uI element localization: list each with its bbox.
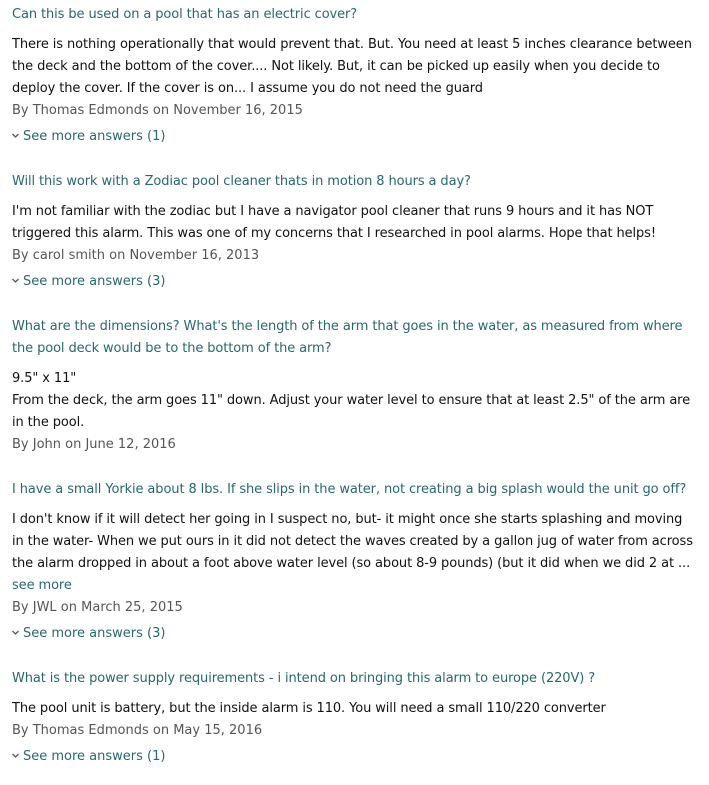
qa-item xyxy=(12,664,702,768)
chevron-down-icon xyxy=(12,277,19,284)
chevron-down-icon xyxy=(12,752,19,759)
qa-item xyxy=(12,475,702,645)
answer-byline: By Thomas Edmonds on November 16, 2015 xyxy=(12,103,303,118)
answer-byline: By John on June 12, 2016 xyxy=(12,437,176,452)
answer-line: I'm not familiar with the zodiac but I have a navigator pool cleaner that runs 9 hours and it has NOT xyxy=(12,204,654,219)
answer-line: I don't know if it will detect her going in I suspect no, but- it might once she starts splashing and moving xyxy=(12,512,683,527)
answer-line: 9.5" x 11" xyxy=(12,371,77,386)
answer-text xyxy=(12,368,702,434)
qa-item xyxy=(12,0,702,148)
answer-byline: By Thomas Edmonds on May 15, 2016 xyxy=(12,723,263,738)
answer-text xyxy=(12,698,702,720)
question-line: What are the dimensions? What's the length of the arm that goes in the water, as measured from where xyxy=(12,319,683,334)
see-more-answers-button[interactable] xyxy=(12,271,165,293)
answer-byline: By JWL on March 25, 2015 xyxy=(12,600,183,615)
answer-text xyxy=(12,201,702,245)
answer-line: There is nothing operationally that would prevent that. But. You need at least 5 inches clearance between xyxy=(12,37,692,52)
see-more-answers-button[interactable] xyxy=(12,623,165,645)
answer-line: the alarm dropped in about a foot above water level (so about 8-9 pounds) (but it did when we did 2 at ... xyxy=(12,556,691,571)
question-link[interactable]: What is the power supply requirements - i intend on bringing this alarm to europe (220V) ? xyxy=(12,671,596,686)
chevron-down-icon xyxy=(12,132,19,139)
chevron-down-icon xyxy=(12,629,19,636)
answer-byline: By carol smith on November 16, 2013 xyxy=(12,248,260,263)
question-line: the pool deck would be to the bottom of the arm? xyxy=(12,341,332,356)
answer-line: triggered this alarm. This was one of my concerns that I researched in pool alarms. Hope that helps! xyxy=(12,226,656,241)
answer-line: in the water- When we put ours in it did not detect the waves created by a gallon jug of water from across xyxy=(12,534,693,549)
answer-text xyxy=(12,509,702,597)
see-more-answers-label: See more answers (1) xyxy=(23,129,166,144)
qa-item xyxy=(12,312,702,456)
answer-line: in the pool. xyxy=(12,415,85,430)
answer-line: the deck and the bottom of the cover.... Not likely. But, it can be picked up easily when you decide to xyxy=(12,59,660,74)
question-link[interactable]: I have a small Yorkie about 8 lbs. If she slips in the water, not creating a big splash would the unit go off? xyxy=(12,482,687,497)
see-more-answers-button[interactable] xyxy=(12,126,165,148)
qa-item xyxy=(12,167,702,293)
answer-line: deploy the cover. If the cover is on... I assume you do not need the guard xyxy=(12,81,483,96)
answer-text xyxy=(12,34,702,100)
see-more-answers-label: See more answers (3) xyxy=(23,274,166,289)
see-more-answers-label: See more answers (1) xyxy=(23,749,166,764)
question-link[interactable]: Will this work with a Zodiac pool cleaner thats in motion 8 hours a day? xyxy=(12,174,471,189)
see-more-link[interactable]: see more xyxy=(12,578,72,593)
answer-line: From the deck, the arm goes 11" down. Adjust your water level to ensure that at least 2.5" of the arm are xyxy=(12,393,691,408)
see-more-answers-label: See more answers (3) xyxy=(23,626,166,641)
answer-line: The pool unit is battery, but the inside alarm is 110. You will need a small 110/220 converter xyxy=(12,701,606,716)
question-link[interactable] xyxy=(12,312,702,360)
question-link[interactable]: Can this be used on a pool that has an electric cover? xyxy=(12,7,358,22)
see-more-answers-button[interactable] xyxy=(12,746,165,768)
